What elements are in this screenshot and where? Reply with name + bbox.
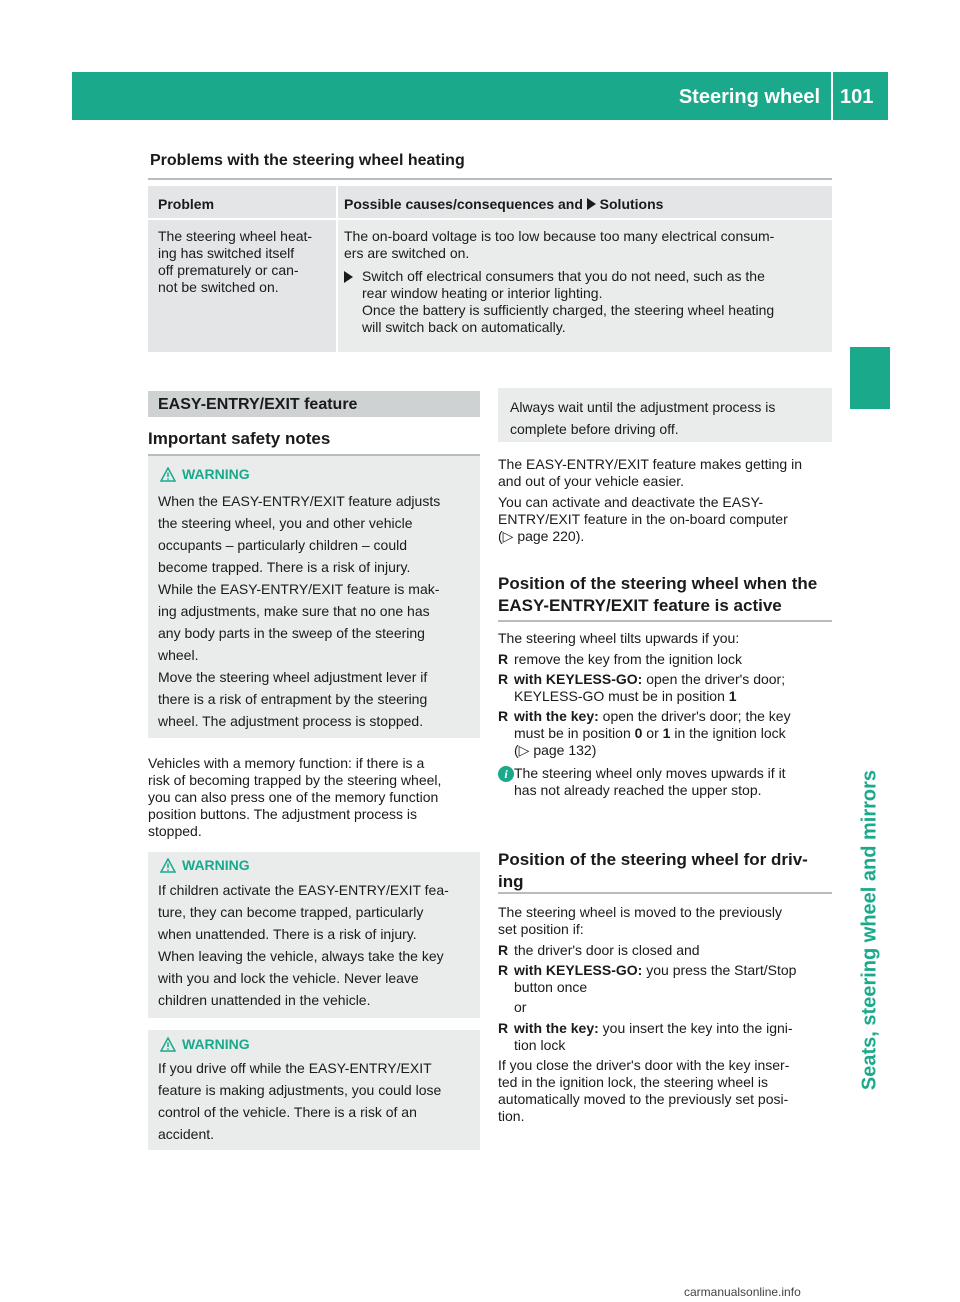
text-line: You can activate and deactivate the EASY- <box>498 494 764 510</box>
text-line: when unattended. There is a risk of injury. <box>158 926 417 942</box>
emphasis: with the key: <box>514 708 599 724</box>
text-line: off prematurely or can- <box>158 262 299 278</box>
text-line: has not already reached the upper stop. <box>514 782 762 798</box>
emphasis: with KEYLESS-GO: <box>514 671 643 687</box>
text-line: ted in the ignition lock, the steering wheel is <box>498 1074 769 1090</box>
text-line: When leaving the vehicle, always take the key <box>158 948 444 964</box>
problem-text <box>158 228 332 296</box>
intro-text <box>498 456 834 545</box>
list-item <box>498 942 836 959</box>
bullet-icon: R <box>498 962 509 978</box>
bullet-icon: R <box>498 708 509 724</box>
text-line: occupants – particularly children – could <box>158 537 408 553</box>
bullet-icon: R <box>498 671 509 687</box>
text-line: If you drive off while the EASY-ENTRY/EXIT <box>158 1060 432 1076</box>
text-line: risk of becoming trapped by the steering wheel, <box>148 772 442 788</box>
text-line: you insert the key into the igni- <box>598 1020 793 1036</box>
warning-text-1 <box>158 490 474 732</box>
text-line: or <box>642 725 663 741</box>
warning-label: WARNING <box>182 857 250 873</box>
text-line: While the EASY-ENTRY/EXIT feature is mak- <box>158 581 440 597</box>
text-line: with you and lock the vehicle. Never leave <box>158 970 419 986</box>
text-line: rear window heating or interior lighting. <box>362 285 603 301</box>
driving-position-rule <box>498 892 832 894</box>
text-line: tion lock <box>514 1037 566 1053</box>
text-line: you press the Start/Stop <box>642 962 797 978</box>
text-line: you can also press one of the memory function <box>148 789 439 805</box>
text-line: Once the battery is sufficiently charged, the steering wheel heating <box>362 302 775 318</box>
header-problem-label: Problem <box>158 196 215 212</box>
solution-step-body <box>344 268 830 336</box>
text-line: Vehicles with a memory function: if there is a <box>148 755 425 771</box>
text-line: the driver's door is closed and <box>514 942 700 958</box>
footer-watermark: carmanualsonline.info <box>684 1285 801 1299</box>
text-line: in the ignition lock <box>670 725 786 741</box>
solution-cell <box>338 220 832 352</box>
table-header-solutions <box>338 186 832 218</box>
active-position-rule <box>498 620 832 622</box>
text-line: must be in position <box>514 725 635 741</box>
text-line: The steering wheel only moves upwards if it <box>514 765 786 781</box>
text-line: The steering wheel tilts upwards if you: <box>498 630 740 646</box>
warning-triangle-icon <box>160 858 176 873</box>
warning-triangle-icon <box>160 467 176 482</box>
text-line: If children activate the EASY-ENTRY/EXIT fea- <box>158 882 449 898</box>
header-solutions-text: Solutions <box>599 196 664 212</box>
header-solutions-label <box>344 196 663 212</box>
position-value: 1 <box>662 725 671 741</box>
text-line: ing adjustments, make sure that no one has <box>158 603 430 619</box>
driving-position-body <box>498 904 836 1125</box>
text-line: wheel. <box>158 647 199 663</box>
position-value: 0 <box>634 725 643 741</box>
position-value: 1 <box>728 688 737 704</box>
problems-table <box>148 186 832 352</box>
safety-notes-title: Important safety notes <box>148 429 331 448</box>
bullet-icon: R <box>498 651 509 667</box>
text-line: set position if: <box>498 921 584 937</box>
text-line: Position of the steering wheel for driv- <box>498 850 808 869</box>
warning-label: WARNING <box>182 1036 250 1052</box>
note-text <box>510 396 824 440</box>
side-tab-label: Seats, steering wheel and mirrors <box>858 769 881 1091</box>
text-line: and out of your vehicle easier. <box>498 473 685 489</box>
header-separator <box>831 72 833 120</box>
bullet-icon: R <box>498 942 509 958</box>
cause-text <box>344 228 830 262</box>
text-line: The on-board voltage is too low because too many electrical consum- <box>344 228 775 244</box>
text-line: ture, they can become trapped, particularly <box>158 904 424 920</box>
warning-heading-3 <box>160 1036 250 1052</box>
list-item <box>498 962 836 996</box>
page-reference[interactable]: (▷ page 220). <box>498 528 585 544</box>
bullet-icon: R <box>498 1020 509 1036</box>
page-reference[interactable]: (▷ page 132) <box>514 742 597 758</box>
text-line: will switch back on automatically. <box>362 319 566 335</box>
text-line: or <box>514 999 527 1015</box>
list-item <box>498 651 836 668</box>
warning-text-3 <box>158 1057 474 1145</box>
page-number: 101 <box>840 86 874 108</box>
text-line: open the driver's door; the key <box>598 708 791 724</box>
text-line: ENTRY/EXIT feature in the on-board computer <box>498 511 788 527</box>
memory-function-text <box>148 755 482 840</box>
text-line: stopped. <box>148 823 202 839</box>
text-line: the steering wheel, you and other vehicle <box>158 515 413 531</box>
info-note <box>498 765 836 799</box>
text-line: Always wait until the adjustment process is <box>510 399 776 415</box>
arrow-icon <box>587 198 596 210</box>
text-line: ing has switched itself <box>158 245 295 261</box>
text-line: ing <box>498 872 524 891</box>
list-item <box>498 671 836 705</box>
text-line: feature is making adjustments, you could lose <box>158 1082 442 1098</box>
text-line: Switch off electrical consumers that you do not need, such as the <box>362 268 765 284</box>
table-header-problem <box>148 186 336 218</box>
text-line: The steering wheel heat- <box>158 228 313 244</box>
text-line: control of the vehicle. There is a risk of an <box>158 1104 417 1120</box>
text-line: not be switched on. <box>158 279 279 295</box>
arrow-icon <box>344 271 353 283</box>
warning-text-2 <box>158 879 474 1011</box>
warning-heading-2 <box>160 857 250 873</box>
text-line: button once <box>514 979 588 995</box>
text-line: Move the steering wheel adjustment lever if <box>158 669 428 685</box>
text-line: automatically moved to the previously set posi- <box>498 1091 789 1107</box>
solution-step <box>344 268 830 336</box>
info-glyph: i <box>498 766 514 782</box>
text-line: KEYLESS-GO must be in position <box>514 688 729 704</box>
driving-position-title <box>498 849 836 893</box>
easy-entry-heading: EASY-ENTRY/EXIT feature <box>158 396 358 413</box>
text-line: wheel. The adjustment process is stopped. <box>158 713 424 729</box>
emphasis: with KEYLESS-GO: <box>514 962 643 978</box>
warning-triangle-icon <box>160 1037 176 1052</box>
header-causes-text: Possible causes/consequences and <box>344 196 583 212</box>
active-position-title <box>498 573 836 617</box>
text-line: The EASY-ENTRY/EXIT feature makes getting in <box>498 456 803 472</box>
text-line: tion. <box>498 1108 525 1124</box>
problem-cell <box>148 220 336 352</box>
text-line: The steering wheel is moved to the previously <box>498 904 783 920</box>
text-line: EASY-ENTRY/EXIT feature is active <box>498 596 782 615</box>
active-position-body <box>498 630 836 802</box>
problems-rule <box>148 178 832 180</box>
text-line: If you close the driver's door with the key inser- <box>498 1057 790 1073</box>
text-line: become trapped. There is a risk of injury. <box>158 559 411 575</box>
warning-heading-1 <box>160 466 250 482</box>
info-icon <box>498 765 514 782</box>
text-line: complete before driving off. <box>510 421 679 437</box>
side-tab-marker <box>850 347 890 409</box>
text-line: accident. <box>158 1126 215 1142</box>
list-item <box>498 1020 836 1054</box>
chapter-title: Steering wheel <box>678 86 820 108</box>
text-line: When the EASY-ENTRY/EXIT feature adjusts <box>158 493 441 509</box>
text-line: any body parts in the sweep of the steering <box>158 625 425 641</box>
text-line: remove the key from the ignition lock <box>514 651 742 667</box>
emphasis: with the key: <box>514 1020 599 1036</box>
text-line: Position of the steering wheel when the <box>498 574 818 593</box>
problems-title: Problems with the steering wheel heating <box>150 152 465 169</box>
text-line: there is a risk of entrapment by the steering <box>158 691 428 707</box>
text-line: ers are switched on. <box>344 245 470 261</box>
list-item <box>498 708 836 759</box>
text-line: children unattended in the vehicle. <box>158 992 371 1008</box>
text-line: position buttons. The adjustment process is <box>148 806 418 822</box>
warning-label: WARNING <box>182 466 250 482</box>
text-line: open the driver's door; <box>642 671 786 687</box>
